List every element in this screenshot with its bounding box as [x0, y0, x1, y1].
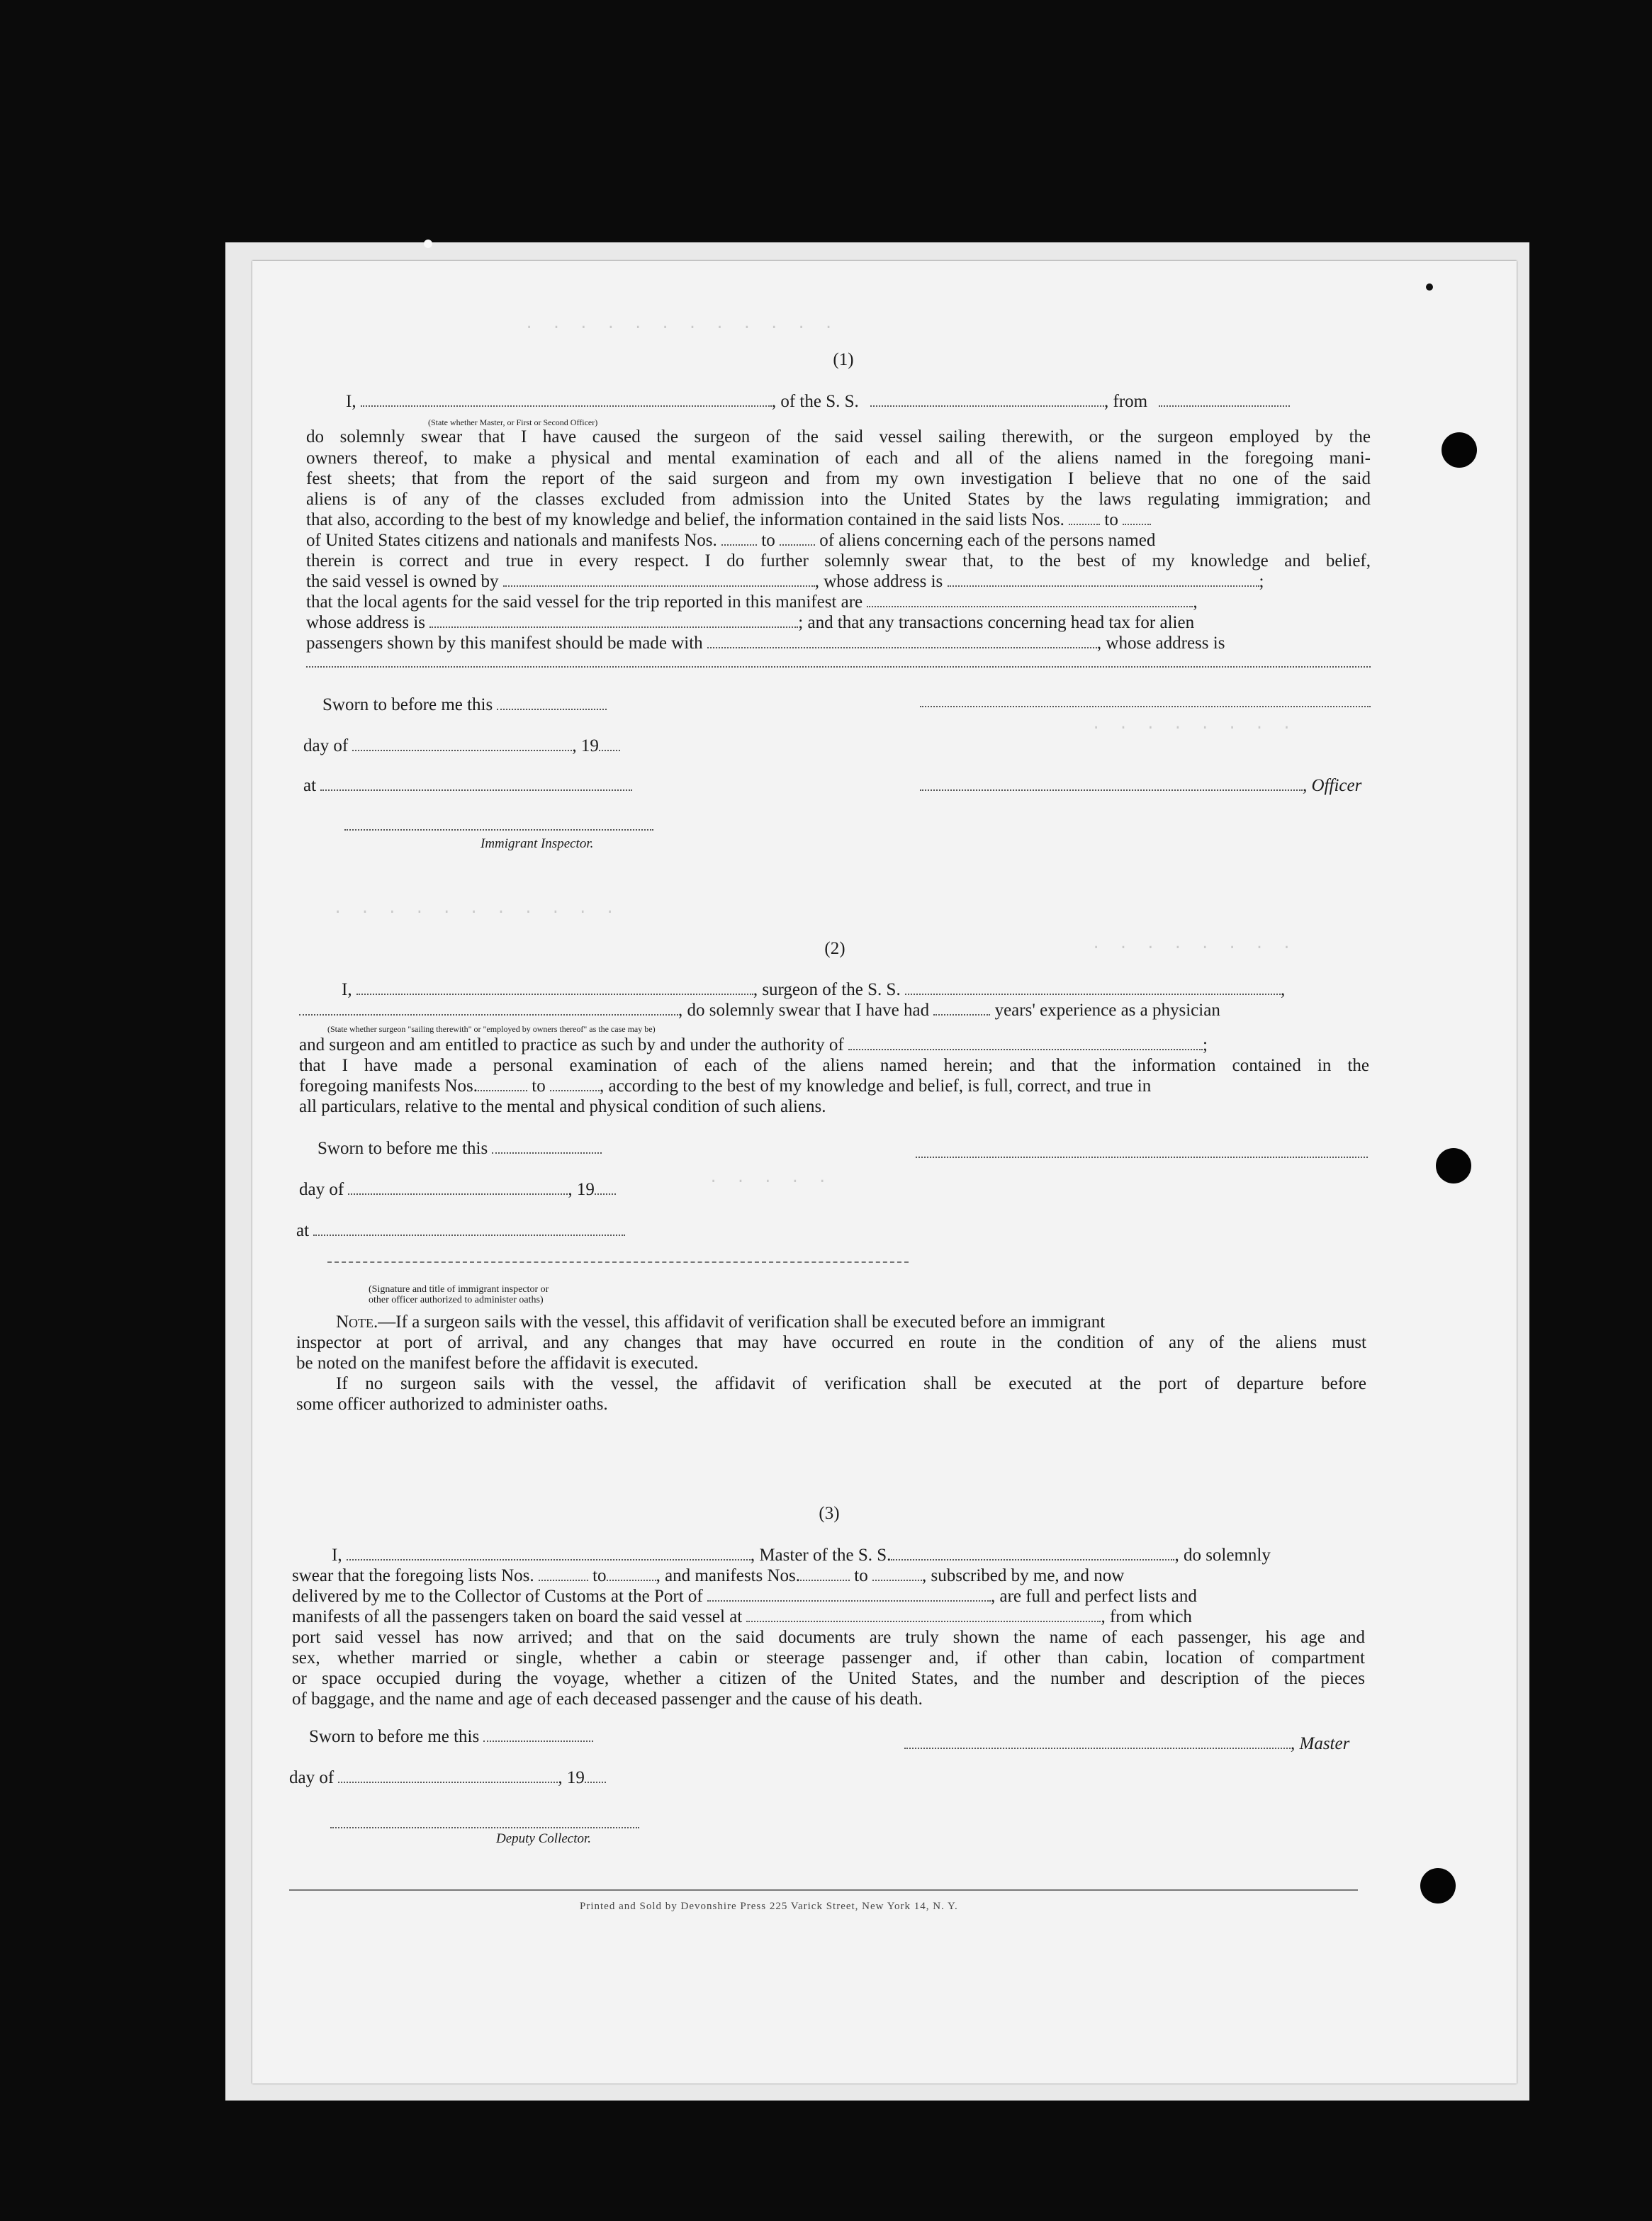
owner-address-field[interactable] [948, 571, 1259, 587]
label-sworn: Sworn to before me this [322, 695, 493, 714]
local-agents-text: that the local agents for the said vessel for the trip reported in this manifest are [306, 592, 863, 612]
label-day-of: day of [289, 1768, 335, 1787]
agent-address-field[interactable] [429, 612, 798, 628]
section-3-line-2 [292, 1565, 1124, 1587]
manifests-nos-text-3: , and manifests Nos. [656, 1566, 801, 1585]
note-line-1 [336, 1312, 1105, 1333]
label-at: at [303, 776, 317, 795]
master-name-field[interactable] [347, 1545, 751, 1561]
bleed-through-text: . . . . . . . . [1091, 935, 1296, 953]
section-3-line-3 [292, 1586, 1197, 1607]
surgeon-status-field[interactable] [299, 1000, 678, 1016]
section-1-line-1 [346, 391, 1290, 412]
whose-address-text: whose address is [306, 613, 426, 632]
head-tax-agent-field[interactable] [707, 633, 1097, 648]
lists-nos-text-3: swear that the foregoing lists Nos. [292, 1566, 534, 1585]
section-3-master-line [904, 1733, 1349, 1755]
section-1-line-10 [306, 633, 1225, 654]
note-line-5: some officer authorized to administer oaths. [296, 1395, 608, 1414]
section-3-body-3: of baggage, and the name and age of each deceased passenger and the cause of his death. [292, 1689, 923, 1709]
officer-name-field[interactable] [361, 391, 772, 407]
port-field[interactable] [707, 1586, 991, 1602]
section-1-line-body-2: fest sheets; that from the report of the said surgeon and from my own investigation I believe that no one of the said [306, 469, 1371, 488]
section-1-line-9 [306, 612, 1194, 634]
section-3-body-0: port said vessel has now arrived; and that on the said documents are truly shown the name of each passenger, his age and [292, 1628, 1365, 1647]
owned-by-text: the said vessel is owned by [306, 572, 499, 591]
section-3-line-1 [332, 1545, 1271, 1566]
sworn-day-field-1[interactable] [497, 695, 607, 710]
bleed-through-text: . . . . . . . . . . . [333, 900, 619, 918]
deputy-collector-label: Deputy Collector. [496, 1831, 592, 1846]
manifests-to-field-3[interactable] [872, 1565, 922, 1581]
year-field-1[interactable] [599, 736, 620, 751]
section-2-line-6: all particulars, relative to the mental and physical condition of such aliens. [299, 1097, 826, 1116]
note-line-2: inspector at port of arrival, and any changes that may have occurred en route in the condition of any of the aliens must [296, 1333, 1366, 1352]
head-tax-address-field[interactable] [306, 666, 1371, 668]
section-1-line-body-3: aliens is of any of the classes excluded from admission into the United States by the laws regulating immigration; and [306, 490, 1371, 509]
bleed-through-text: . . . . . . . . . . . . [524, 315, 838, 333]
section-1-at [303, 775, 632, 797]
label-to: to [761, 531, 775, 550]
section-2-line-2 [299, 1000, 1220, 1021]
bleed-through-text: . . . . . . . . [1091, 716, 1296, 733]
section-1-line-body-1: owners thereof, to make a physical and mental examination of each and all of the aliens named in the foregoing mani- [306, 449, 1371, 468]
section-3-body-1: sex, whether married or single, whether a cabin or steerage passenger and, if other than cabin, location of compartment [292, 1648, 1365, 1668]
lists-to-field-3[interactable] [607, 1565, 656, 1581]
label-of-ss: , of the S. S. [771, 392, 859, 411]
section-2-line-1: I, , surgeon of the S. S. , [342, 980, 1286, 999]
signature-note-2: other officer authorized to administer oaths) [369, 1295, 544, 1305]
port-from-field[interactable] [1159, 391, 1290, 407]
label-at: at [296, 1221, 310, 1240]
label-year: , 19 [572, 736, 599, 755]
aliens-text: of aliens concerning each of the persons named [819, 531, 1156, 550]
month-field-3[interactable] [338, 1767, 558, 1783]
passengers-shown-text: passengers shown by this manifest should be made with [306, 634, 703, 653]
lists-nos-text: that also, according to the best of my knowledge and belief, the information contained in the said lists Nos. [306, 510, 1064, 529]
lists-from-field-3[interactable] [539, 1565, 588, 1581]
label-master-of-ss: , Master of the S. S. [750, 1546, 892, 1565]
label-to: to [532, 1076, 546, 1096]
label-to: to [1104, 510, 1118, 529]
lists-to-field[interactable] [1123, 510, 1151, 525]
manifests-nos-text-2: foregoing manifests Nos. [299, 1076, 478, 1096]
place-field-1[interactable] [320, 775, 632, 791]
ship-name-field-3[interactable] [891, 1545, 1174, 1561]
section-3-number: (3) [819, 1504, 840, 1523]
label-day-of: day of [299, 1180, 344, 1199]
section-2-line-4: that I have made a personal examination of each of the aliens named herein; and that the information contained in the [299, 1056, 1369, 1075]
section-1-number: (1) [833, 350, 854, 369]
head-tax-text: ; and that any transactions concerning head tax for alien [798, 613, 1195, 632]
section-1-day [303, 736, 620, 757]
surgeon-note: (State whether surgeon "sailing therewith" or "employed by owners thereof" as the case may be) [327, 1024, 656, 1034]
year-field-2[interactable] [595, 1179, 616, 1195]
signature-note-1: (Signature and title of immigrant inspector or [369, 1284, 549, 1295]
section-3-body-2: or space occupied during the voyage, whether a citizen of the United States, and the number and description of the pieces [292, 1669, 1365, 1688]
place-field-2[interactable] [313, 1220, 625, 1236]
label-i: I, [342, 980, 352, 999]
bleed-through-text: . . . . . [709, 1169, 831, 1187]
subscribed-text: , subscribed by me, and now [921, 1566, 1125, 1585]
from-which-text: , from which [1101, 1607, 1192, 1626]
note-line-4: If no surgeon sails with the vessel, the affidavit of verification shall be executed at the port of departure before [336, 1374, 1366, 1393]
authority-field[interactable] [848, 1035, 1203, 1050]
label-to: to [592, 1566, 607, 1585]
month-field-2[interactable] [348, 1179, 568, 1195]
label-do-solemnly: , do solemnly [1174, 1546, 1271, 1565]
section-1-line-body-6: therein is correct and true in every respect. I do further solemnly swear that, to the best of my knowledge and belief, [306, 551, 1371, 570]
do-solemnly-text: , do solemnly swear that I have had [678, 1001, 930, 1020]
section-2-line-5 [299, 1076, 1151, 1097]
section-1-line-body-0: do solemnly swear that I have caused the surgeon of the said vessel sailing therewith, or the surgeon employed by the [306, 427, 1371, 446]
label-sworn: Sworn to before me this [318, 1139, 488, 1158]
sworn-day-field-3[interactable] [483, 1726, 593, 1742]
ship-name-field-2[interactable] [905, 979, 1281, 995]
section-1-line-7: the said vessel is owned by , whose address is ; [306, 572, 1264, 591]
month-field-1[interactable] [352, 736, 572, 751]
officer-title-field[interactable] [920, 775, 1303, 791]
note-label: Note. [336, 1312, 378, 1332]
section-1-line-5 [306, 530, 1155, 551]
section-1-officer-line [920, 775, 1361, 797]
master-signature-field[interactable] [904, 1733, 1291, 1749]
printer-imprint: Printed and Sold by Devonshire Press 225 Varick Street, New York 14, N. Y. [580, 1901, 958, 1912]
officer-signature-field[interactable] [920, 706, 1371, 707]
sworn-day-field-2[interactable] [492, 1138, 602, 1154]
label-sworn: Sworn to before me this [309, 1727, 480, 1746]
years-experience-field[interactable] [933, 1000, 990, 1016]
inspector-label: Immigrant Inspector. [481, 836, 594, 851]
authority-text: and surgeon and am entitled to practice as such by and under the authority of [299, 1035, 844, 1055]
ship-name-field[interactable] [870, 391, 1104, 407]
label-day-of: day of [303, 736, 349, 755]
manifests-from-field-2[interactable] [478, 1076, 527, 1091]
boarding-port-field[interactable] [746, 1607, 1101, 1622]
label-i: I, [346, 392, 356, 411]
full-lists-text: , are full and perfect lists and [991, 1587, 1197, 1606]
label-year: , 19 [568, 1180, 595, 1199]
collector-signature-field[interactable] [330, 1827, 639, 1828]
label-from: , from [1104, 392, 1148, 411]
manifests-to-field[interactable] [780, 530, 815, 546]
manifests-to-field-2[interactable] [550, 1076, 600, 1091]
section-3-sworn [309, 1726, 593, 1748]
owner-field[interactable] [503, 571, 815, 587]
surgeon-name-field[interactable] [356, 979, 753, 995]
footer-rule [289, 1889, 1358, 1891]
manifests-from-field[interactable] [721, 530, 757, 546]
inspector-signature-field[interactable] [344, 829, 653, 831]
label-year: , 19 [558, 1768, 585, 1787]
note-text-1: —If a surgeon sails with the vessel, this affidavit of verification shall be executed before an immigrant [378, 1312, 1106, 1332]
section-1-line-4 [306, 510, 1151, 531]
section-1-sworn [322, 695, 607, 716]
section-2-at [296, 1220, 625, 1242]
label-i: I, [332, 1546, 342, 1565]
label-to: to [854, 1566, 868, 1585]
belief-text: , according to the best of my knowledge and belief, is full, correct, and true in [600, 1076, 1152, 1096]
label-whose-address: , whose address is [814, 572, 943, 591]
section-3-day [289, 1767, 606, 1789]
taken-on-board-text: manifests of all the passengers taken on board the said vessel at [292, 1607, 743, 1626]
section-2-line-3: and surgeon and am entitled to practice as such by and under the authority of ; [299, 1035, 1208, 1055]
section-2-number: (2) [824, 939, 845, 958]
label-officer: , Officer [1303, 776, 1362, 795]
section-2-day [299, 1179, 616, 1201]
manifests-nos-text: of United States citizens and nationals and manifests Nos. [306, 531, 717, 550]
section-2-sworn [318, 1138, 602, 1159]
local-agents-field[interactable] [867, 592, 1193, 607]
inspector-signature-field-2[interactable] [327, 1261, 909, 1263]
label-surgeon-of-ss: , surgeon of the S. S. [753, 980, 901, 999]
collector-text: delivered by me to the Collector of Customs at the Port of [292, 1587, 703, 1606]
manifests-from-field-3[interactable] [800, 1565, 850, 1581]
label-whose-address-is: , whose address is [1096, 634, 1225, 653]
year-field-3[interactable] [585, 1767, 606, 1783]
surgeon-signature-field[interactable] [916, 1157, 1368, 1158]
section-1-line-8: that the local agents for the said vessel for the trip reported in this manifest are , [306, 592, 1198, 612]
lists-from-field[interactable] [1069, 510, 1100, 525]
section-3-line-4 [292, 1607, 1192, 1628]
officer-note: (State whether Master, or First or Second Officer) [428, 417, 598, 427]
note-line-3: be noted on the manifest before the affidavit is executed. [296, 1354, 699, 1373]
label-master: , Master [1291, 1734, 1350, 1753]
years-experience-text: years' experience as a physician [994, 1001, 1220, 1020]
